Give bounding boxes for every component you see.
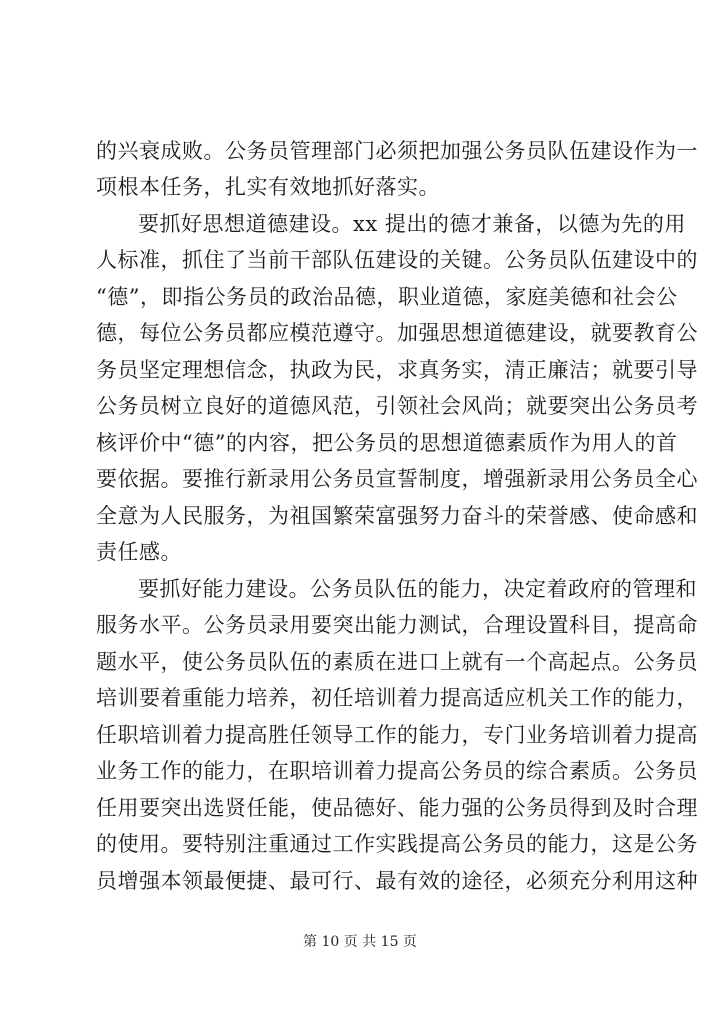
text-line: 的兴衰成败。公务员管理部门必须把加强公务员队伍建设作为一 <box>96 139 698 163</box>
text-line: 任职培训着力提高胜任领导工作的能力，专门业务培训着力提高 <box>96 723 698 747</box>
text-line: 的使用。要特别注重通过工作实践提高公务员的能力，这是公务 <box>96 832 698 856</box>
text-line: 公务员树立良好的道德风范，引领社会风尚；就要突出公务员考 <box>96 394 698 418</box>
text-line: 务员坚定理想信念，执政为民，求真务实，清正廉洁；就要引导 <box>96 358 698 382</box>
text-line: 员增强本领最便捷、最可行、最有效的途径，必须充分利用这种 <box>96 869 698 893</box>
text-line: 核评价中“德”的内容，把公务员的思想道德素质作为用人的首 <box>96 431 678 455</box>
text-line: 要抓好思想道德建设。xx 提出的德才兼备，以德为先的用 <box>138 212 686 236</box>
text-line: “德”，即指公务员的政治品德，职业道德，家庭美德和社会公 <box>96 285 678 309</box>
text-line: 任用要突出选贤任能，使品德好、能力强的公务员得到及时合理 <box>96 796 698 820</box>
text-line: 项根本任务，扎实有效地抓好落实。 <box>96 175 440 199</box>
text-line: 要抓好能力建设。公务员队伍的能力，决定着政府的管理和 <box>138 577 697 601</box>
text-line: 服务水平。公务员录用要突出能力测试，合理设置科目，提高命 <box>96 613 698 637</box>
text-line: 德，每位公务员都应模范遵守。加强思想道德建设，就要教育公 <box>96 321 698 345</box>
text-line: 全意为人民服务，为祖国繁荣富强努力奋斗的荣誉感、使命感和 <box>96 504 698 528</box>
page-number-footer: 第 10 页 共 15 页 <box>303 934 417 950</box>
text-line: 培训要着重能力培养，初任培训着力提高适应机关工作的能力， <box>96 686 698 710</box>
text-line: 人标准，抓住了当前干部队伍建设的关键。公务员队伍建设中的 <box>96 248 698 272</box>
text-line: 要依据。要推行新录用公务员宣誓制度，增强新录用公务员全心 <box>96 467 698 491</box>
text-line: 题水平，使公务员队伍的素质在进口上就有一个高起点。公务员 <box>96 650 698 674</box>
text-line: 责任感。 <box>96 540 182 564</box>
text-line: 业务工作的能力，在职培训着力提高公务员的综合素质。公务员 <box>96 759 698 783</box>
